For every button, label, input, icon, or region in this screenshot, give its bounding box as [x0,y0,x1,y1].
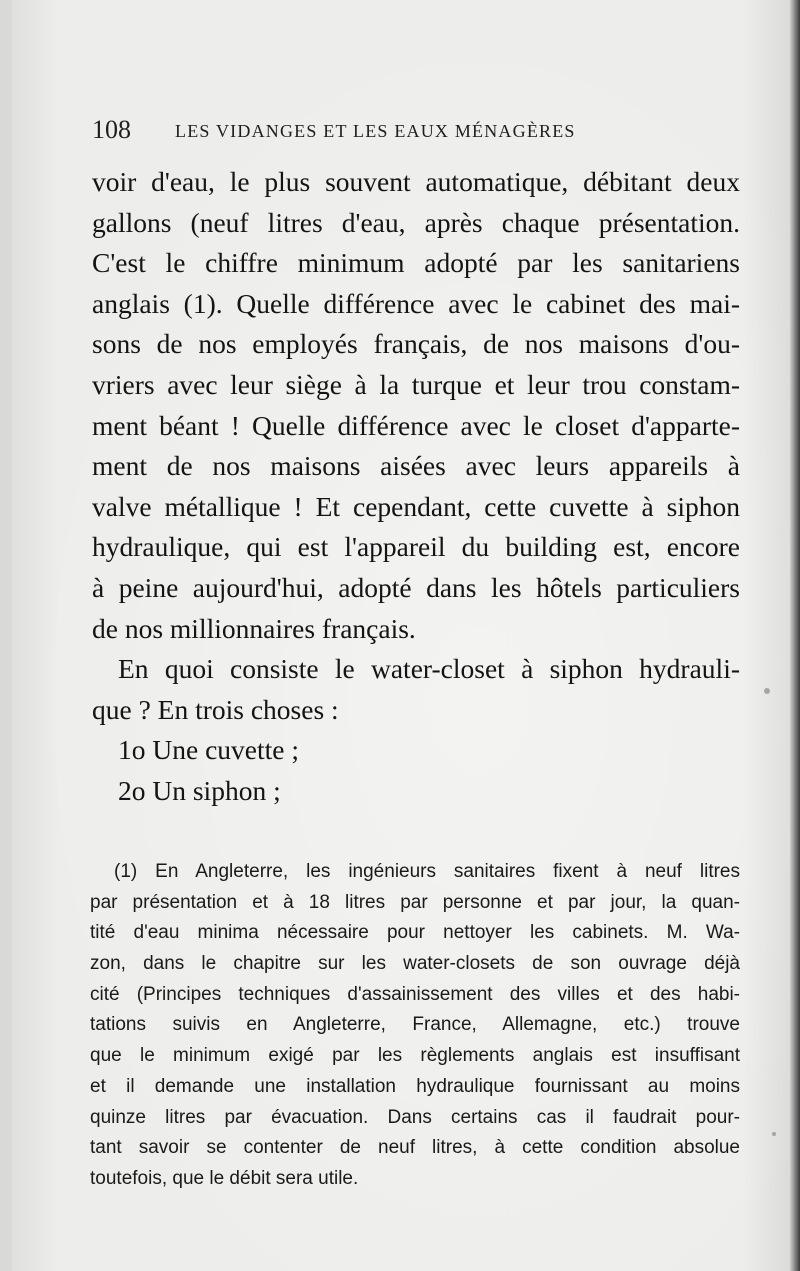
body-line: anglais (1). Quelle différence avec le cabinet des mai- [92,287,740,319]
body-line: voir d'eau, le plus souvent automatique, débitant deux [92,166,740,197]
body-line: ment béant ! Quelle différence avec le closet d'apparte- [92,409,740,441]
footnote-line: tant savoir se contenter de neuf litres, à cette condition absolue [90,1137,740,1159]
body-line: valve métallique ! Et cependant, cette cuvette à siphon [92,490,740,522]
footnote-line: tité d'eau minima nécessaire pour nettoyer les cabinets. M. Wa- [90,922,740,944]
footnote [90,857,740,1195]
footnote-line: que le minimum exigé par les règlements anglais est insuffisant [90,1045,740,1067]
footnote-line: par présentation et à 18 litres par personne et par jour, la quan- [90,891,740,913]
body-line: à peine aujourd'hui, adopté dans les hôtels particuliers [92,571,740,603]
body-line: C'est le chiffre minimum adopté par les sanitariens [92,247,740,279]
body-line: hydraulique, qui est l'appareil du building est, encore [92,531,740,563]
body-line: vriers avec leur siège à la turque et leur trou constam- [92,368,740,400]
body-line: sons de nos employés français, de nos maisons d'ou- [92,328,740,360]
page-header [92,112,742,148]
page-edge-shadow [790,0,800,1271]
running-head: LES VIDANGES ET LES EAUX MÉNAGÈRES [175,121,576,141]
body-line: ment de nos maisons aisées avec leurs appareils à [92,450,740,482]
footnote-line: toutefois, que le débit sera utile. [90,1167,359,1189]
body-text [92,162,740,812]
body-line: En quoi consiste le water-closet à siphon hydrauli- [118,653,740,685]
list-item: 1o Une cuvette ; [118,734,299,766]
body-line: que ? En trois choses : [92,693,339,725]
body-line: gallons (neuf litres d'eau, après chaque présentation. [92,206,740,238]
footnote-line: cité (Principes techniques d'assainissement des villes et des habi- [90,983,740,1005]
page-number: 108 [92,115,131,144]
footnote-line: tations suivis en Angleterre, France, Allemagne, etc.) trouve [90,1014,740,1036]
footnote-line: zon, dans le chapitre sur les water-closets de son ouvrage déjà [90,953,740,975]
footnote-line: (1) En Angleterre, les ingénieurs sanitaires fixent à neuf litres [114,861,740,882]
list-item: 2o Un siphon ; [118,774,281,806]
body-line: de nos millionnaires français. [92,612,416,644]
footnote-line: et il demande une installation hydraulique fournissant au moins [90,1075,740,1097]
footnote-line: quinze litres par évacuation. Dans certains cas il faudrait pour- [90,1106,740,1128]
paper-speck [764,688,770,694]
book-page [12,0,790,1271]
paper-speck [772,1132,776,1136]
